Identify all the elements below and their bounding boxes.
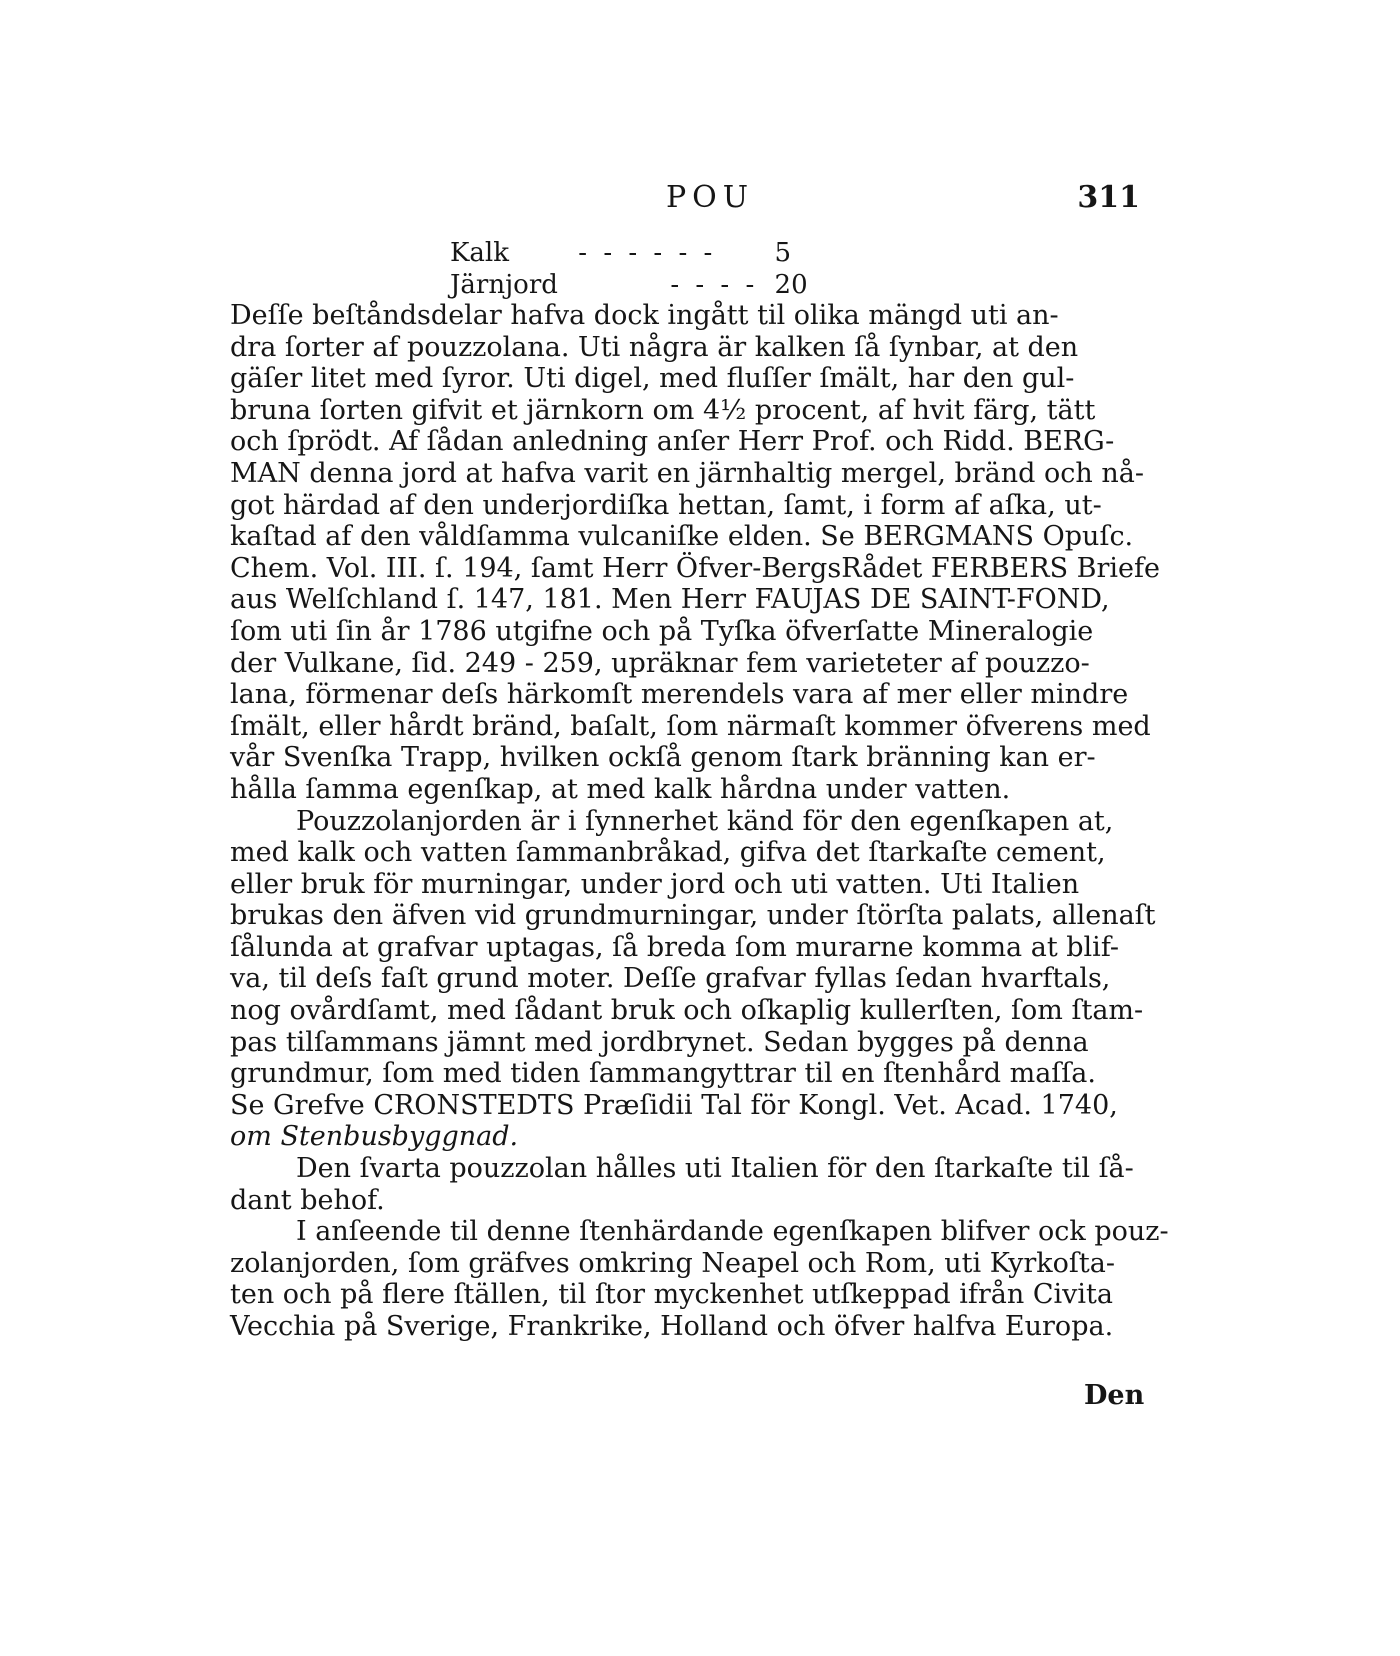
text-line: dant behof. (230, 1184, 385, 1216)
text-line: ſålunda at grafvar uptagas, ſå breda ſom murarne komma at blif- (230, 931, 1119, 963)
text-line: grundmur, ſom med tiden ſammangyttrar til en ſtenhård maſſa. (230, 1058, 1096, 1090)
text-line: ten och på flere ſtällen, til ſtor myckenhet utſkeppad ifrån Civita (230, 1279, 1113, 1311)
text-line: Vecchia på Sverige, Frankrike, Holland och öfver halfva Europa. (230, 1311, 1114, 1342)
text-line: om Stenbusbyggnad. (230, 1121, 519, 1153)
text-line: va, til deſs faſt grund moter. Deſſe grafvar fyllas ſedan hvarftals, (230, 963, 1111, 995)
component-name: Kalk (450, 238, 509, 268)
catchword: Den (1084, 1380, 1145, 1411)
text-line: I anſeende til denne ſtenhärdande egenſkapen blifver ock pouz- (296, 1216, 1169, 1248)
text-line: Pouzzolanjorden är i ſynnerhet känd för den egenſkapen at, (296, 805, 1114, 837)
text-line: och ſprödt. Af ſådan anledning anſer Herr Prof. och Ridd. BERG- (230, 426, 1115, 458)
running-head-title: POU (665, 180, 755, 215)
component-name: Järnjord (450, 270, 558, 300)
body-text (230, 300, 1169, 1343)
text-line: kaſtad af den våldſamma vulcaniſke elden. Se BERGMANS Opuſc. (230, 521, 1134, 553)
text-line: Se Grefve CRONSTEDTS Præſidii Tal för Kongl. Vet. Acad. 1740, (230, 1089, 1118, 1121)
text-line: ſmält, eller hårdt bränd, baſalt, ſom närmaſt kommer öfverens med (230, 710, 1151, 742)
leader-dashes: - - - - (670, 270, 759, 300)
text-line: MAN denna jord at hafva varit en järnhaltig mergel, bränd och nå- (230, 457, 1144, 489)
text-line: brukas den äfven vid grundmurningar, under ſtörſta palats, allenaſt (230, 900, 1156, 932)
leader-dashes: - - - - - - (578, 238, 717, 268)
text-line: dra ſorter af pouzzolana. Uti några är kalken ſå ſynbar, at den (230, 331, 1079, 363)
text-line: aus Welſchland ſ. 147, 181. Men Herr FAUJAS DE SAINT-FOND, (230, 584, 1110, 616)
running-header (230, 176, 1140, 222)
text-line: pas tilſammans jämnt med jordbrynet. Sedan bygges på denna (230, 1026, 1089, 1058)
text-line: nog ovårdſamt, med ſådant bruk och oſkaplig kullerſten, ſom ſtam- (230, 995, 1144, 1027)
text-line: vår Svenſka Trapp, hvilken ockſå genom ſtark bränning kan er- (230, 742, 1096, 774)
text-line: eller bruk för murningar, under jord och uti vatten. Uti Italien (230, 868, 1080, 900)
component-value: 20 (774, 270, 808, 300)
text-line: Den ſvarta pouzzolan hålles uti Italien för den ſtarkaſte til ſå- (296, 1153, 1134, 1185)
page-number: 311 (1077, 180, 1140, 215)
text-line: gäſer litet med ſyror. Uti digel, med fluſſer ſmält, har den gul- (230, 363, 1075, 395)
composition-row (450, 270, 808, 302)
text-line: hålla ſamma egenſkap, at med kalk hårdna under vatten. (230, 773, 1011, 805)
text-line: Chem. Vol. III. ſ. 194, ſamt Herr Öfver-BergsRådet FERBERS Briefe (230, 552, 1160, 584)
text-line: ſom uti ſin år 1786 utgifne och på Tyſka öfverſatte Mineralogie (230, 615, 1094, 647)
composition-table (450, 238, 808, 302)
component-value: 5 (774, 238, 792, 268)
text-line: der Vulkane, ſid. 249 - 259, upräknar fem varieteter af pouzzo- (230, 647, 1090, 679)
text-line: zolanjorden, ſom gräfves omkring Neapel och Rom, uti Kyrkoſta- (230, 1247, 1115, 1279)
text-line: got härdad af den underjordiſka hettan, ſamt, i form af aſka, ut- (230, 489, 1102, 521)
composition-row (450, 238, 808, 270)
text-line: med kalk och vatten ſammanbråkad, gifva det ſtarkaſte cement, (230, 837, 1106, 869)
text-line: Deſſe beſtåndsdelar hafva dock ingått til olika mängd uti an- (230, 300, 1059, 331)
text-line: lana, förmenar deſs härkomſt merendels vara af mer eller mindre (230, 679, 1129, 711)
text-line: bruna ſorten gifvit et järnkorn om 4½ procent, af hvit färg, tätt (230, 394, 1096, 426)
